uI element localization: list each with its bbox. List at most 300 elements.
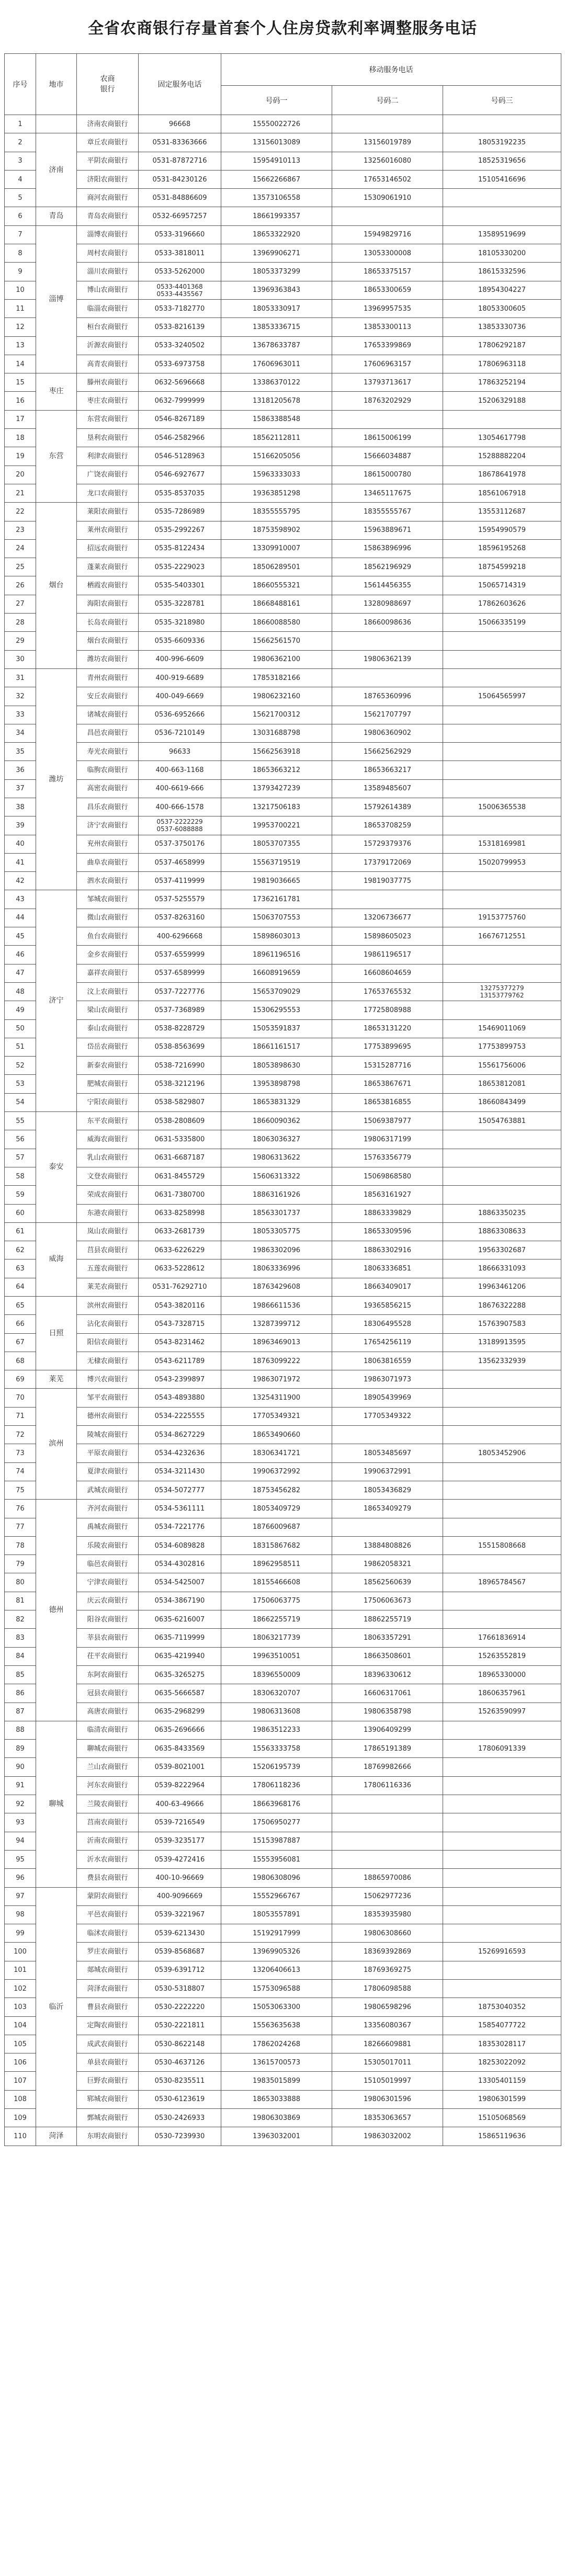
table-row xyxy=(5,225,561,244)
mobile-phone-3-cell xyxy=(443,1832,561,1850)
mobile-phone-3-cell: 15263590997 xyxy=(443,1703,561,1721)
mobile-phone-1-cell: 15166205056 xyxy=(221,447,332,466)
table-row xyxy=(5,835,561,853)
area-cell: 菏泽 xyxy=(36,2127,77,2146)
mobile-phone-1-cell: 18660088580 xyxy=(221,614,332,632)
row-number: 31 xyxy=(5,668,36,687)
mobile-phone-3-cell xyxy=(443,761,561,779)
bank-name-cell: 荣成农商银行 xyxy=(77,1186,139,1204)
mobile-phone-2-cell: 18355555767 xyxy=(332,503,443,521)
mobile-phone-3-cell: 15561756006 xyxy=(443,1057,561,1075)
table-row xyxy=(5,1167,561,1185)
mobile-phone-2-cell: 19806317199 xyxy=(332,1130,443,1149)
mobile-phone-2-cell: 18653409279 xyxy=(332,1500,443,1518)
row-number: 48 xyxy=(5,982,36,1001)
table-row xyxy=(5,1204,561,1222)
mobile-phone-3-cell: 18053452906 xyxy=(443,1444,561,1462)
bank-name-cell: 无棣农商银行 xyxy=(77,1352,139,1370)
table-row xyxy=(5,614,561,632)
mobile-phone-1-cell: 18053898630 xyxy=(221,1057,332,1075)
fixed-phone-cell: 0635-8433569 xyxy=(139,1740,221,1758)
mobile-phone-1-cell: 18662255719 xyxy=(221,1610,332,1629)
row-number: 35 xyxy=(5,743,36,761)
bank-name-cell: 平邑农商银行 xyxy=(77,1905,139,1924)
bank-name-cell: 微山农商银行 xyxy=(77,909,139,927)
fixed-phone-cell: 400-6296668 xyxy=(139,927,221,946)
mobile-phone-2-cell: 17654256119 xyxy=(332,1333,443,1352)
fixed-phone-cell: 0537-6559999 xyxy=(139,946,221,964)
mobile-phone-1-cell: 18961196516 xyxy=(221,946,332,964)
mobile-phone-2-cell: 19863032002 xyxy=(332,2127,443,2146)
mobile-phone-1-cell: 13793427239 xyxy=(221,779,332,798)
bank-name-cell: 乳山农商银行 xyxy=(77,1149,139,1167)
table-row xyxy=(5,761,561,779)
mobile-phone-2-cell: 17753899695 xyxy=(332,1038,443,1056)
mobile-phone-2-cell: 15666034887 xyxy=(332,447,443,466)
mobile-phone-1-cell: 13573106558 xyxy=(221,189,332,207)
mobile-phone-2-cell: 18905439969 xyxy=(332,1389,443,1407)
mobile-phone-1-cell: 18653831329 xyxy=(221,1093,332,1111)
row-number: 20 xyxy=(5,466,36,484)
mobile-phone-2-cell: 18663508601 xyxy=(332,1647,443,1665)
table-row xyxy=(5,1905,561,1924)
fixed-phone-cell: 0633-5228612 xyxy=(139,1259,221,1278)
bank-name-cell: 临淄农商银行 xyxy=(77,299,139,317)
mobile-phone-2-cell: 17806098588 xyxy=(332,1979,443,1998)
row-number: 1 xyxy=(5,115,36,133)
row-number: 72 xyxy=(5,1426,36,1444)
fixed-phone-cell: 0635-2968299 xyxy=(139,1703,221,1721)
mobile-phone-1-cell: 15621700312 xyxy=(221,706,332,724)
row-number: 19 xyxy=(5,447,36,466)
row-number: 52 xyxy=(5,1057,36,1075)
mobile-phone-3-cell: 15318169981 xyxy=(443,835,561,853)
mobile-phone-3-cell: 18965330000 xyxy=(443,1665,561,1684)
fixed-phone-cell: 0633-2681739 xyxy=(139,1222,221,1241)
row-number: 73 xyxy=(5,1444,36,1462)
row-number: 100 xyxy=(5,1943,36,1961)
table-row xyxy=(5,133,561,152)
fixed-phone-cell: 0535-7286989 xyxy=(139,503,221,521)
mobile-phone-2-cell: 18063816559 xyxy=(332,1352,443,1370)
mobile-phone-2-cell: 18396330612 xyxy=(332,1665,443,1684)
row-number: 99 xyxy=(5,1924,36,1943)
mobile-phone-3-cell xyxy=(443,1370,561,1389)
table-row xyxy=(5,1555,561,1573)
bank-name-cell: 平原农商银行 xyxy=(77,1444,139,1462)
mobile-phone-3-cell xyxy=(443,1481,561,1499)
bank-name-cell: 青岛农商银行 xyxy=(77,207,139,225)
row-number: 12 xyxy=(5,318,36,336)
row-number: 76 xyxy=(5,1500,36,1518)
row-number: 49 xyxy=(5,1001,36,1019)
table-row xyxy=(5,1629,561,1647)
mobile-phone-2-cell: 18765360996 xyxy=(332,687,443,706)
row-number: 82 xyxy=(5,1610,36,1629)
mobile-phone-3-cell xyxy=(443,743,561,761)
mobile-phone-3-cell xyxy=(443,189,561,207)
mobile-phone-1-cell: 17853182166 xyxy=(221,668,332,687)
table-header xyxy=(5,54,561,115)
mobile-phone-1-cell: 15954910113 xyxy=(221,152,332,170)
bank-name-cell: 寿光农商银行 xyxy=(77,743,139,761)
mobile-phone-1-cell: 13963032001 xyxy=(221,2127,332,2146)
service-phone-table xyxy=(4,53,561,2146)
fixed-phone-cell: 0533-3196660 xyxy=(139,225,221,244)
mobile-phone-2-cell xyxy=(332,410,443,428)
row-number: 97 xyxy=(5,1887,36,1905)
area-cell xyxy=(36,115,77,133)
fixed-phone-cell: 0543-6211789 xyxy=(139,1352,221,1370)
fixed-phone-cell: 0530-7239930 xyxy=(139,2127,221,2146)
mobile-phone-1-cell: 13309910007 xyxy=(221,539,332,558)
table-row xyxy=(5,2072,561,2090)
mobile-phone-3-cell xyxy=(443,1500,561,1518)
mobile-phone-2-cell: 18653816855 xyxy=(332,1093,443,1111)
area-cell: 青岛 xyxy=(36,207,77,225)
bank-name-cell: 罗庄农商银行 xyxy=(77,1943,139,1961)
mobile-phone-1-cell: 15662561570 xyxy=(221,632,332,650)
table-row xyxy=(5,1149,561,1167)
bank-name-cell: 夏津农商银行 xyxy=(77,1462,139,1481)
row-number: 53 xyxy=(5,1075,36,1093)
row-number: 96 xyxy=(5,1869,36,1887)
fixed-phone-cell: 0530-4637126 xyxy=(139,2053,221,2072)
area-cell: 潍坊 xyxy=(36,668,77,890)
fixed-phone-cell: 0539-8222964 xyxy=(139,1776,221,1795)
mobile-phone-3-cell xyxy=(443,668,561,687)
row-number: 95 xyxy=(5,1850,36,1868)
bank-name-cell: 昌乐农商银行 xyxy=(77,798,139,816)
bank-name-cell: 莱芜农商银行 xyxy=(77,1278,139,1296)
bank-name-cell: 招远农商银行 xyxy=(77,539,139,558)
table-row xyxy=(5,170,561,188)
mobile-phone-2-cell: 19862058321 xyxy=(332,1555,443,1573)
area-cell: 聊城 xyxy=(36,1721,77,1887)
bank-name-cell: 聊城农商银行 xyxy=(77,1740,139,1758)
table-row xyxy=(5,706,561,724)
mobile-phone-2-cell: 19806358798 xyxy=(332,1703,443,1721)
mobile-phone-1-cell: 19863512233 xyxy=(221,1721,332,1739)
mobile-phone-1-cell: 13156013089 xyxy=(221,133,332,152)
fixed-phone-cell: 0534-5361111 xyxy=(139,1500,221,1518)
mobile-phone-2-cell: 13793713617 xyxy=(332,373,443,392)
mobile-phone-3-cell: 18053192235 xyxy=(443,133,561,152)
mobile-phone-2-cell: 13589485607 xyxy=(332,779,443,798)
table-row xyxy=(5,503,561,521)
row-number: 18 xyxy=(5,429,36,447)
row-number: 54 xyxy=(5,1093,36,1111)
bank-name-cell: 郓城农商银行 xyxy=(77,2090,139,2108)
row-number: 92 xyxy=(5,1795,36,1813)
bank-name-cell: 章丘农商银行 xyxy=(77,133,139,152)
table-row xyxy=(5,392,561,410)
mobile-phone-3-cell xyxy=(443,779,561,798)
fixed-phone-cell: 0531-84886609 xyxy=(139,189,221,207)
bank-name-cell: 武城农商银行 xyxy=(77,1481,139,1499)
table-row xyxy=(5,779,561,798)
mobile-phone-1-cell: 13386370122 xyxy=(221,373,332,392)
bank-name-cell: 临邑农商银行 xyxy=(77,1555,139,1573)
mobile-phone-2-cell: 18615000780 xyxy=(332,466,443,484)
mobile-phone-3-cell xyxy=(443,1924,561,1943)
bank-name-cell: 周村农商银行 xyxy=(77,244,139,263)
mobile-phone-1-cell: 16608919659 xyxy=(221,964,332,982)
area-cell: 东营 xyxy=(36,410,77,502)
mobile-phone-3-cell xyxy=(443,410,561,428)
table-row xyxy=(5,1333,561,1352)
table-row xyxy=(5,373,561,392)
row-number: 47 xyxy=(5,964,36,982)
mobile-phone-2-cell: 13356080367 xyxy=(332,2016,443,2035)
row-number: 79 xyxy=(5,1555,36,1573)
mobile-phone-3-cell: 15206329188 xyxy=(443,392,561,410)
mobile-phone-2-cell: 17653765532 xyxy=(332,982,443,1001)
table-row xyxy=(5,558,561,576)
row-number: 90 xyxy=(5,1758,36,1776)
mobile-phone-2-cell: 17806116336 xyxy=(332,1776,443,1795)
mobile-phone-3-cell xyxy=(443,1905,561,1924)
bank-name-cell: 阳谷农商银行 xyxy=(77,1610,139,1629)
mobile-phone-2-cell: 18353063657 xyxy=(332,2109,443,2127)
mobile-phone-3-cell xyxy=(443,1869,561,1887)
row-number: 32 xyxy=(5,687,36,706)
table-row xyxy=(5,982,561,1001)
fixed-phone-cell: 0533-4401368 0533-4435567 xyxy=(139,281,221,299)
row-number: 10 xyxy=(5,281,36,299)
mobile-phone-3-cell xyxy=(443,1795,561,1813)
mobile-phone-2-cell: 13906409299 xyxy=(332,1721,443,1739)
row-number: 34 xyxy=(5,724,36,742)
table-row xyxy=(5,521,561,539)
mobile-phone-2-cell: 18353935980 xyxy=(332,1905,443,1924)
bank-name-cell: 陵城农商银行 xyxy=(77,1426,139,1444)
mobile-phone-1-cell: 13181205678 xyxy=(221,392,332,410)
fixed-phone-cell: 0530-2426933 xyxy=(139,2109,221,2127)
mobile-phone-2-cell: 18306495528 xyxy=(332,1315,443,1333)
mobile-phone-2-cell: 18653663217 xyxy=(332,761,443,779)
mobile-phone-3-cell: 15054763881 xyxy=(443,1112,561,1130)
table-row xyxy=(5,2109,561,2127)
mobile-phone-3-cell: 18666331093 xyxy=(443,1259,561,1278)
mobile-phone-3-cell: 18660843499 xyxy=(443,1093,561,1111)
fixed-phone-cell: 0535-3218980 xyxy=(139,614,221,632)
row-number: 67 xyxy=(5,1333,36,1352)
bank-name-cell: 济南农商银行 xyxy=(77,115,139,133)
bank-name-cell: 广饶农商银行 xyxy=(77,466,139,484)
row-number: 13 xyxy=(5,336,36,355)
mobile-phone-2-cell: 15069387977 xyxy=(332,1112,443,1130)
mobile-phone-3-cell xyxy=(443,872,561,890)
bank-name-cell: 高青农商银行 xyxy=(77,355,139,373)
fixed-phone-cell: 0537-5255579 xyxy=(139,890,221,909)
bank-name-cell: 邹城农商银行 xyxy=(77,890,139,909)
header-mobile-1: 号码一 xyxy=(221,86,332,115)
bank-name-cell: 莒县农商银行 xyxy=(77,1241,139,1259)
mobile-phone-1-cell: 15606313322 xyxy=(221,1167,332,1185)
mobile-phone-2-cell: 18769369275 xyxy=(332,1961,443,1979)
mobile-phone-1-cell: 19806232160 xyxy=(221,687,332,706)
mobile-phone-2-cell xyxy=(332,1426,443,1444)
area-cell: 莱芜 xyxy=(36,1370,77,1389)
bank-name-cell: 乐陵农商银行 xyxy=(77,1536,139,1554)
table-row xyxy=(5,1057,561,1075)
fixed-phone-cell: 0537-6589999 xyxy=(139,964,221,982)
mobile-phone-1-cell: 15563719519 xyxy=(221,853,332,871)
page-title: 全省农商银行存量首套个人住房贷款利率调整服务电话 xyxy=(88,19,477,38)
row-number: 68 xyxy=(5,1352,36,1370)
bank-name-cell: 临朐农商银行 xyxy=(77,761,139,779)
mobile-phone-1-cell: 18563301737 xyxy=(221,1204,332,1222)
table-row xyxy=(5,1093,561,1111)
fixed-phone-cell: 0535-8122434 xyxy=(139,539,221,558)
mobile-phone-2-cell: 17606963157 xyxy=(332,355,443,373)
row-number: 64 xyxy=(5,1278,36,1296)
bank-name-cell: 岱岳农商银行 xyxy=(77,1038,139,1056)
service-phone-table-wrap xyxy=(4,53,561,2146)
mobile-phone-3-cell: 18754599218 xyxy=(443,558,561,576)
mobile-phone-3-cell: 13305401159 xyxy=(443,2072,561,2090)
row-number: 66 xyxy=(5,1315,36,1333)
table-row xyxy=(5,1222,561,1241)
table-row xyxy=(5,1592,561,1610)
mobile-phone-3-cell xyxy=(443,1887,561,1905)
fixed-phone-cell: 0537-3750176 xyxy=(139,835,221,853)
fixed-phone-cell: 0537-8263160 xyxy=(139,909,221,927)
mobile-phone-1-cell: 17806118236 xyxy=(221,1776,332,1795)
mobile-phone-3-cell xyxy=(443,207,561,225)
mobile-phone-3-cell: 15263552819 xyxy=(443,1647,561,1665)
row-number: 44 xyxy=(5,909,36,927)
bank-name-cell: 泰山农商银行 xyxy=(77,1019,139,1038)
row-number: 61 xyxy=(5,1222,36,1241)
mobile-phone-1-cell: 18063036327 xyxy=(221,1130,332,1149)
bank-name-cell: 定陶农商银行 xyxy=(77,2016,139,2035)
bank-name-cell: 汶上农商银行 xyxy=(77,982,139,1001)
row-number: 16 xyxy=(5,392,36,410)
mobile-phone-3-cell: 13562332939 xyxy=(443,1352,561,1370)
fixed-phone-cell: 0539-8568687 xyxy=(139,1943,221,1961)
row-number: 8 xyxy=(5,244,36,263)
mobile-phone-2-cell: 19806308660 xyxy=(332,1924,443,1943)
fixed-phone-cell: 0543-2399897 xyxy=(139,1370,221,1389)
mobile-phone-1-cell: 18661993357 xyxy=(221,207,332,225)
mobile-phone-1-cell: 18053707355 xyxy=(221,835,332,853)
mobile-phone-3-cell: 18863308633 xyxy=(443,1222,561,1241)
fixed-phone-cell: 0534-4232636 xyxy=(139,1444,221,1462)
mobile-phone-3-cell xyxy=(443,890,561,909)
mobile-phone-3-cell: 15020799953 xyxy=(443,853,561,871)
mobile-phone-2-cell: 15863896996 xyxy=(332,539,443,558)
table-row xyxy=(5,152,561,170)
fixed-phone-cell: 0539-3235177 xyxy=(139,1832,221,1850)
mobile-phone-3-cell xyxy=(443,1758,561,1776)
fixed-phone-cell: 0530-5318807 xyxy=(139,1979,221,1998)
mobile-phone-2-cell: 18862255719 xyxy=(332,1610,443,1629)
mobile-phone-1-cell: 18053330917 xyxy=(221,299,332,317)
bank-name-cell: 宁阳农商银行 xyxy=(77,1093,139,1111)
table-row xyxy=(5,1259,561,1278)
mobile-phone-3-cell xyxy=(443,1610,561,1629)
row-number: 93 xyxy=(5,1813,36,1832)
fixed-phone-cell: 0546-5128963 xyxy=(139,447,221,466)
mobile-phone-2-cell: 15062977236 xyxy=(332,1887,443,1905)
row-number: 81 xyxy=(5,1592,36,1610)
bank-name-cell: 费县农商银行 xyxy=(77,1869,139,1887)
bank-name-cell: 博兴农商银行 xyxy=(77,1370,139,1389)
table-row xyxy=(5,1979,561,1998)
mobile-phone-1-cell: 18155466608 xyxy=(221,1573,332,1592)
table-row xyxy=(5,1038,561,1056)
mobile-phone-3-cell: 18965784567 xyxy=(443,1573,561,1592)
mobile-phone-3-cell: 18615332596 xyxy=(443,263,561,281)
mobile-phone-3-cell: 18253022092 xyxy=(443,2053,561,2072)
mobile-phone-1-cell: 18962958511 xyxy=(221,1555,332,1573)
table-row xyxy=(5,2090,561,2108)
fixed-phone-cell: 0530-8235511 xyxy=(139,2072,221,2090)
fixed-phone-cell: 0538-2808609 xyxy=(139,1112,221,1130)
row-number: 70 xyxy=(5,1389,36,1407)
table-row xyxy=(5,1610,561,1629)
mobile-phone-3-cell: 13589519699 xyxy=(443,225,561,244)
row-number: 87 xyxy=(5,1703,36,1721)
mobile-phone-3-cell xyxy=(443,1426,561,1444)
fixed-phone-cell: 400-9096669 xyxy=(139,1887,221,1905)
bank-name-cell: 临沭农商银行 xyxy=(77,1924,139,1943)
table-row xyxy=(5,1241,561,1259)
table-row xyxy=(5,724,561,742)
fixed-phone-cell: 0533-7182770 xyxy=(139,299,221,317)
bank-name-cell: 宁津农商银行 xyxy=(77,1573,139,1592)
table-row xyxy=(5,1462,561,1481)
mobile-phone-1-cell: 18053409729 xyxy=(221,1500,332,1518)
bank-name-cell: 莒南农商银行 xyxy=(77,1813,139,1832)
mobile-phone-2-cell: 17865191389 xyxy=(332,1740,443,1758)
table-row xyxy=(5,1850,561,1868)
bank-name-cell: 潍坊农商银行 xyxy=(77,650,139,668)
table-row xyxy=(5,1001,561,1019)
mobile-phone-2-cell xyxy=(332,115,443,133)
table-row xyxy=(5,355,561,373)
mobile-phone-1-cell: 19806313622 xyxy=(221,1149,332,1167)
table-row xyxy=(5,816,561,835)
row-number: 60 xyxy=(5,1204,36,1222)
mobile-phone-3-cell: 15763907583 xyxy=(443,1315,561,1333)
bank-name-cell: 庆云农商银行 xyxy=(77,1592,139,1610)
mobile-phone-3-cell: 17753899753 xyxy=(443,1038,561,1056)
row-number: 24 xyxy=(5,539,36,558)
mobile-phone-2-cell: 18653300659 xyxy=(332,281,443,299)
fixed-phone-cell: 0537-7227776 xyxy=(139,982,221,1001)
mobile-phone-2-cell: 18865970086 xyxy=(332,1869,443,1887)
row-number: 71 xyxy=(5,1407,36,1425)
mobile-phone-3-cell: 18606357961 xyxy=(443,1684,561,1703)
fixed-phone-cell: 0533-5262000 xyxy=(139,263,221,281)
bank-name-cell: 新泰农商银行 xyxy=(77,1057,139,1075)
header-mobile-3: 号码三 xyxy=(443,86,561,115)
table-row xyxy=(5,2016,561,2035)
mobile-phone-3-cell xyxy=(443,1407,561,1425)
table-row xyxy=(5,1943,561,1961)
bank-name-cell: 鱼台农商银行 xyxy=(77,927,139,946)
bank-name-cell: 威海农商银行 xyxy=(77,1130,139,1149)
bank-name-cell: 茌平农商银行 xyxy=(77,1647,139,1665)
mobile-phone-2-cell: 18653131220 xyxy=(332,1019,443,1038)
mobile-phone-2-cell: 18063336851 xyxy=(332,1259,443,1278)
row-number: 75 xyxy=(5,1481,36,1499)
fixed-phone-cell: 0534-7221776 xyxy=(139,1518,221,1536)
mobile-phone-1-cell: 19835015899 xyxy=(221,2072,332,2090)
